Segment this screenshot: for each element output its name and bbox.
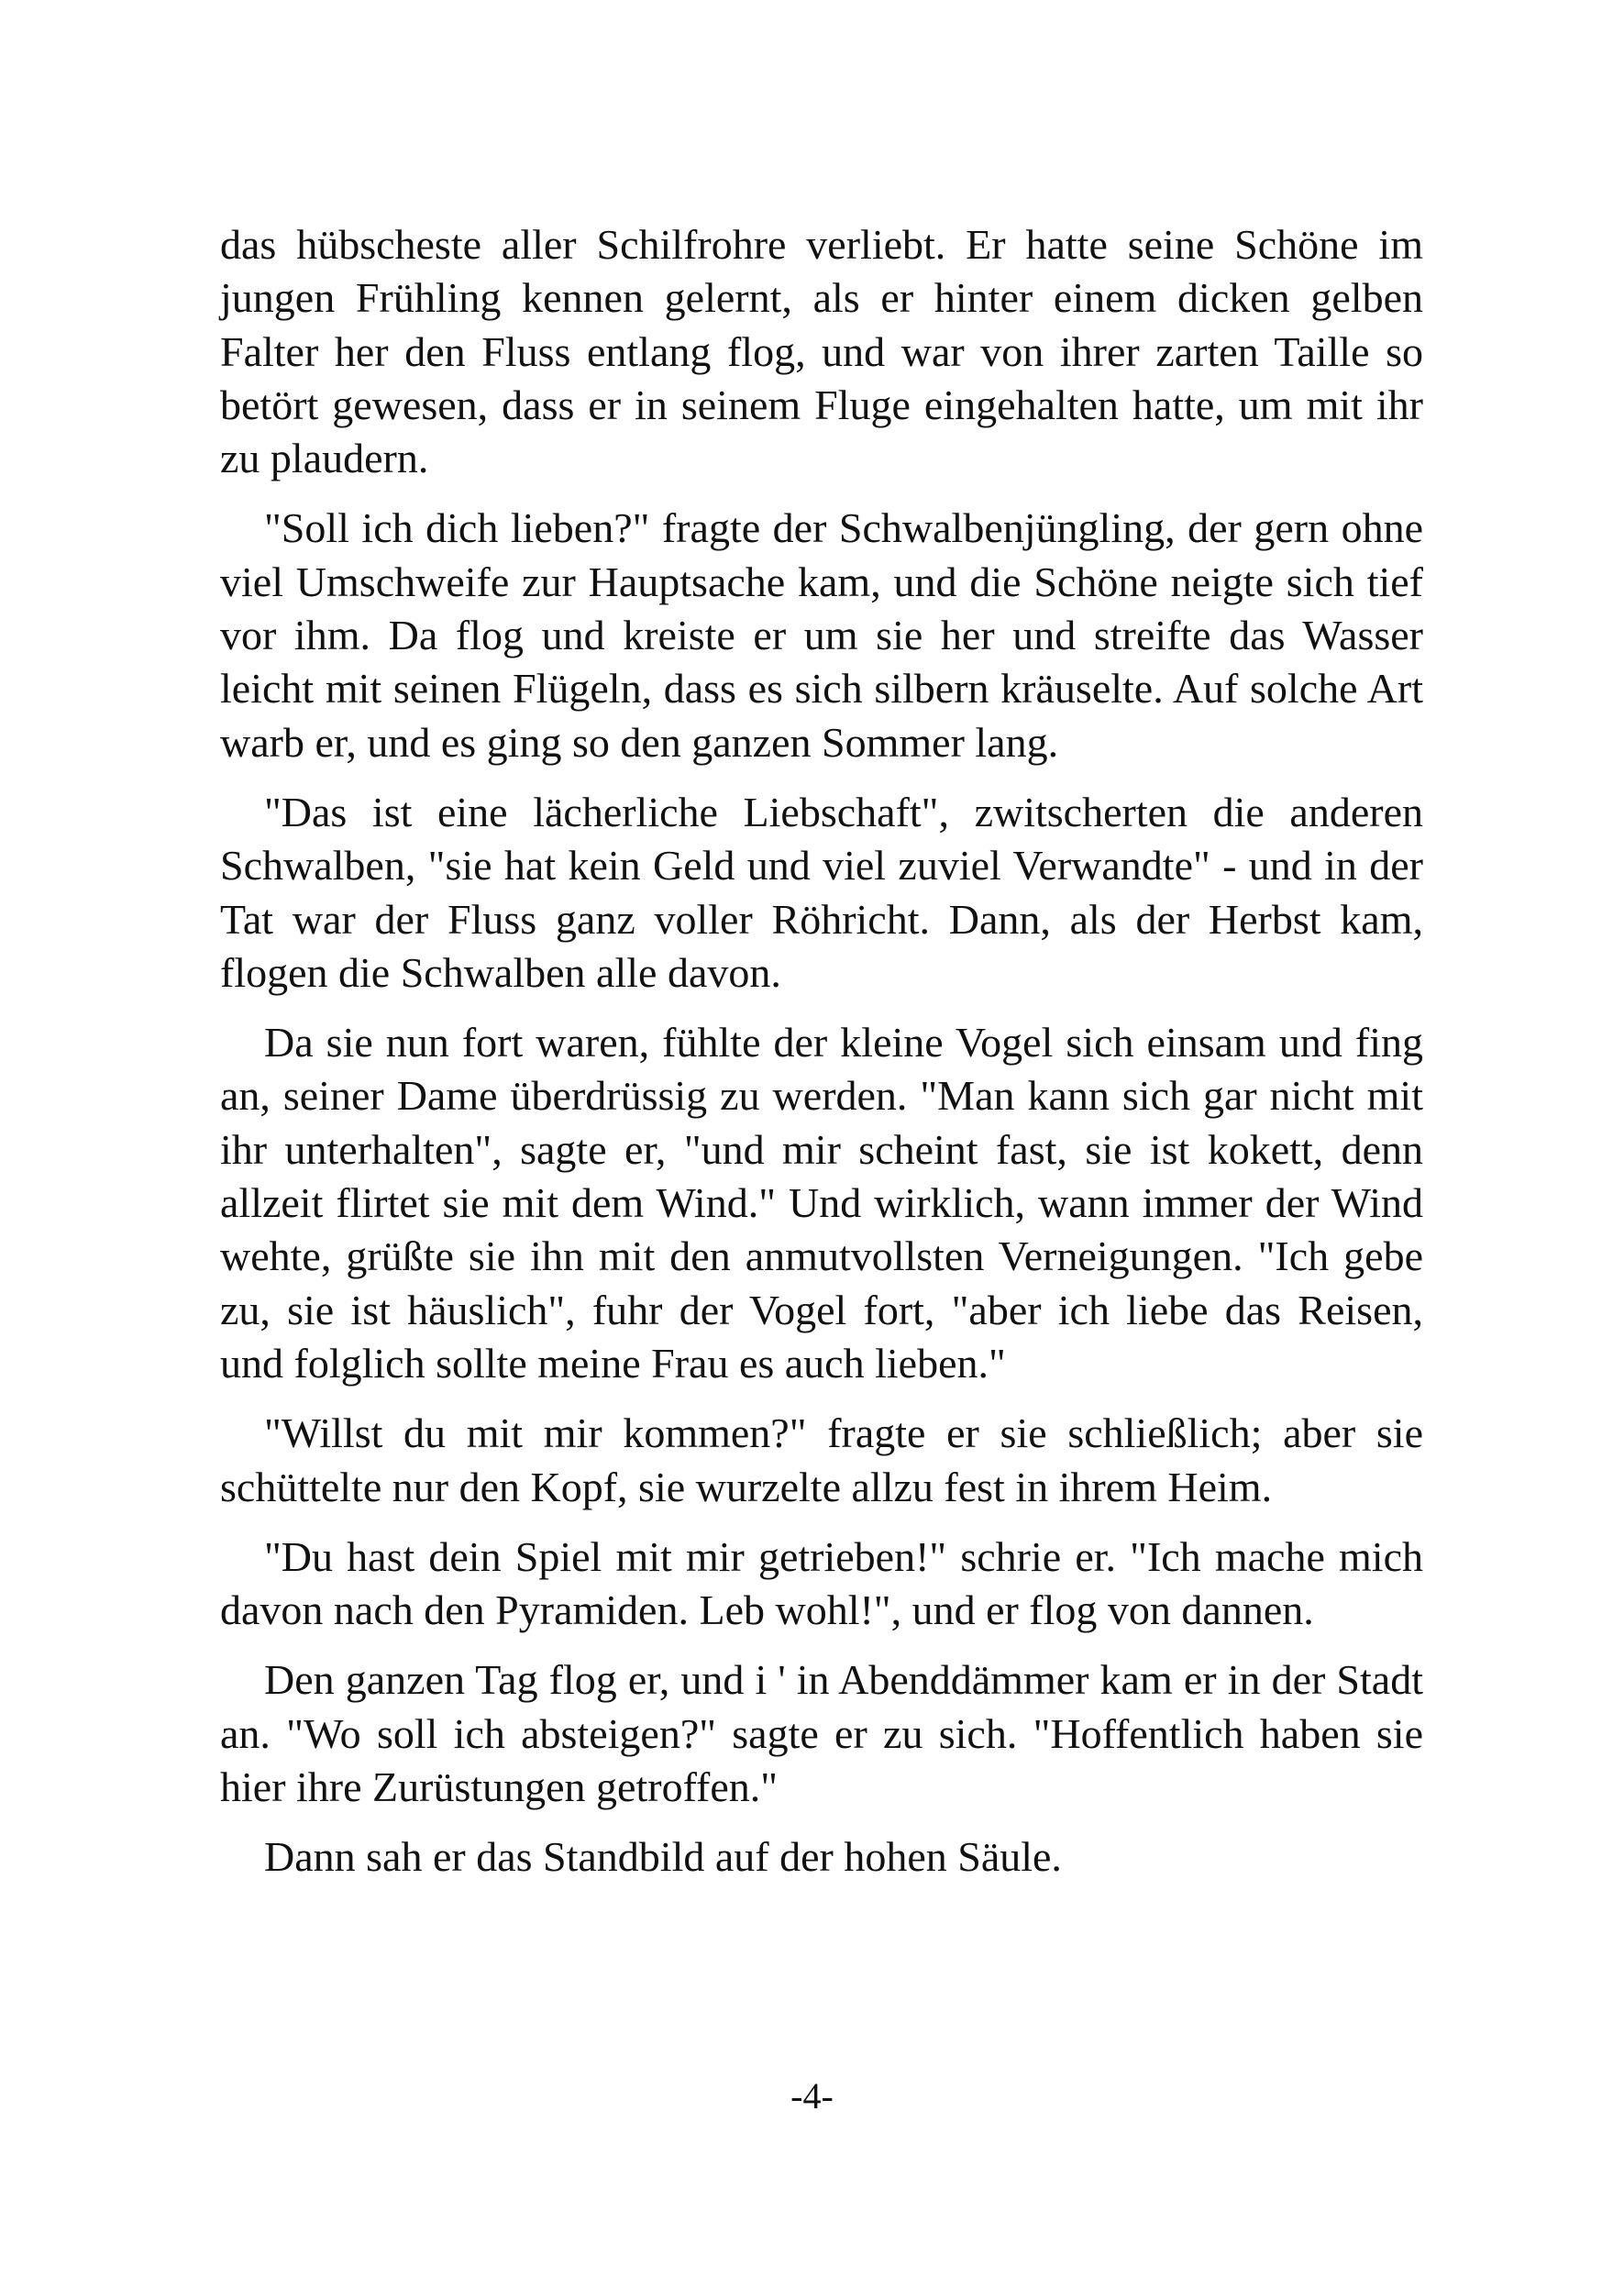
paragraph: "Das ist eine lächerliche Liebschaft", zwitscherten die anderen Schwalben, "sie hat kein Geld und viel zuviel Verwandte" - und in der Tat war der Fluss ganz voller Röhricht. Dann, als der Herbst kam, flogen die Schwalben alle davon. (220, 788, 1423, 996)
paragraph: das hübscheste aller Schilfrohre verliebt. Er hatte seine Schöne im jungen Frühling kennen gelernt, als er hinter einem dicken gelben Falter her den Fluss entlang flog, und war von ihrer zarten Taille so betört gewesen, dass er in seinem Fluge eingehalten hatte, um mit ihr zu plaudern. (220, 221, 1423, 482)
paragraph: "Soll ich dich lieben?" fragte der Schwalbenjüngling, der gern ohne viel Umschweife zur Hauptsache kam, und die Schöne neigte sich tief vor ihm. Da flog und kreiste er um sie her und streifte das Wasser leicht mit seinen Flügeln, dass es sich silbern kräuselte. Auf solche Art warb er, und es ging so den ganzen Sommer lang. (220, 504, 1423, 766)
body-text (220, 218, 1423, 1901)
paragraph: Den ganzen Tag flog er, und i ' in Abenddämmer kam er in der Stadt an. "Wo soll ich absteigen?" sagte er zu sich. "Hoffentlich haben sie hier ihre Zurüstungen getroffen." (220, 1656, 1423, 1811)
page-number: -4- (790, 2075, 834, 2117)
paragraph: "Willst du mit mir kommen?" fragte er sie schließlich; aber sie schüttelte nur den Kopf, sie wurzelte allzu fest in ihrem Heim. (220, 1409, 1423, 1510)
paragraph: Da sie nun fort waren, fühlte der kleine Vogel sich einsam und fing an, seiner Dame überdrüssig zu werden. "Man kann sich gar nicht mit ihr unterhalten", sagte er, "und mir scheint fast, sie ist kokett, denn allzeit flirtet sie mit dem Wind." Und wirklich, wann immer der Wind wehte, grüßte sie ihn mit den anmutvollsten Verneigungen. "Ich gebe zu, sie ist häuslich", fuhr der Vogel fort, "aber ich liebe das Reisen, und folglich sollte meine Frau es auch lieben." (220, 1019, 1423, 1387)
paragraph: "Du hast dein Spiel mit mir getrieben!" schrie er. "Ich mache mich davon nach den Pyramiden. Leb wohl!", und er flog von dannen. (220, 1532, 1423, 1634)
paragraph: Dann sah er das Standbild auf der hohen Säule. (264, 1833, 1062, 1881)
